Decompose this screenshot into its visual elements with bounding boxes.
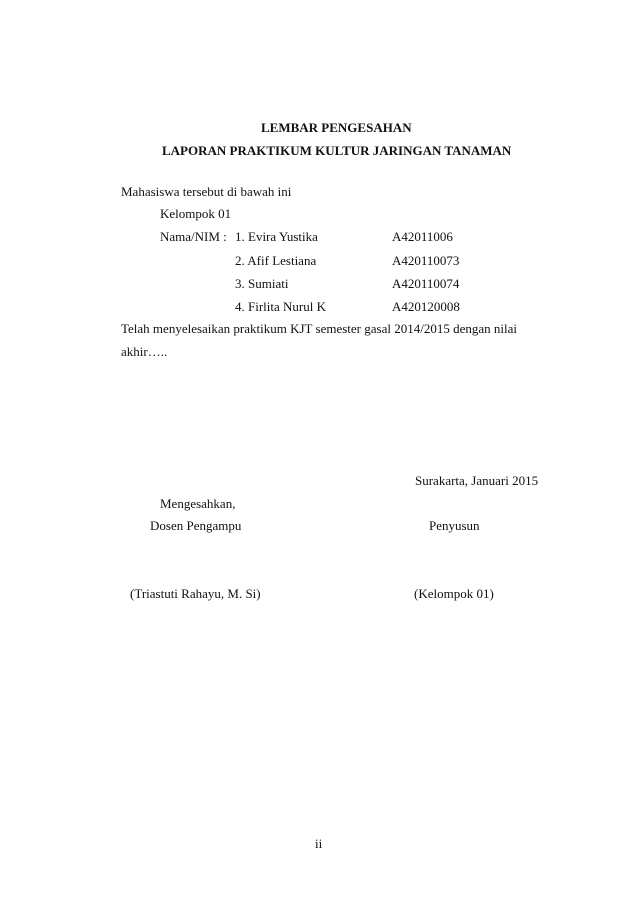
approval-label: Mengesahkan, [160,496,236,511]
title-line-2: LAPORAN PRAKTIKUM KULTUR JARINGAN TANAMAN [162,143,512,158]
place-date: Surakarta, Januari 2015 [415,473,539,488]
member-name: 1. Evira Yustika [235,229,318,244]
member-nim: A420120008 [392,299,460,314]
intro-text: Mahasiswa tersebut di bawah ini [121,184,292,199]
author-name: (Kelompok 01) [414,586,494,601]
lecturer-name: (Triastuti Rahayu, M. Si) [130,586,261,601]
member-nim: A420110074 [392,276,460,291]
lecturer-role: Dosen Pengampu [150,518,242,533]
group-label: Kelompok 01 [160,206,232,221]
title-line-1: LEMBAR PENGESAHAN [261,120,412,135]
statement-line-2: akhir….. [121,344,168,359]
statement-line-1: Telah menyelesaikan praktikum KJT semester gasal 2014/2015 dengan nilai [121,321,517,336]
member-name: 4. Firlita Nurul K [235,299,326,314]
author-role: Penyusun [429,518,480,533]
member-name: 2. Afif Lestiana [235,253,317,268]
member-nim: A420110073 [392,253,460,268]
member-nim: A42011006 [392,229,453,244]
page-number: ii [315,836,323,851]
member-name: 3. Sumiati [235,276,289,291]
nim-label: Nama/NIM : [160,229,227,244]
